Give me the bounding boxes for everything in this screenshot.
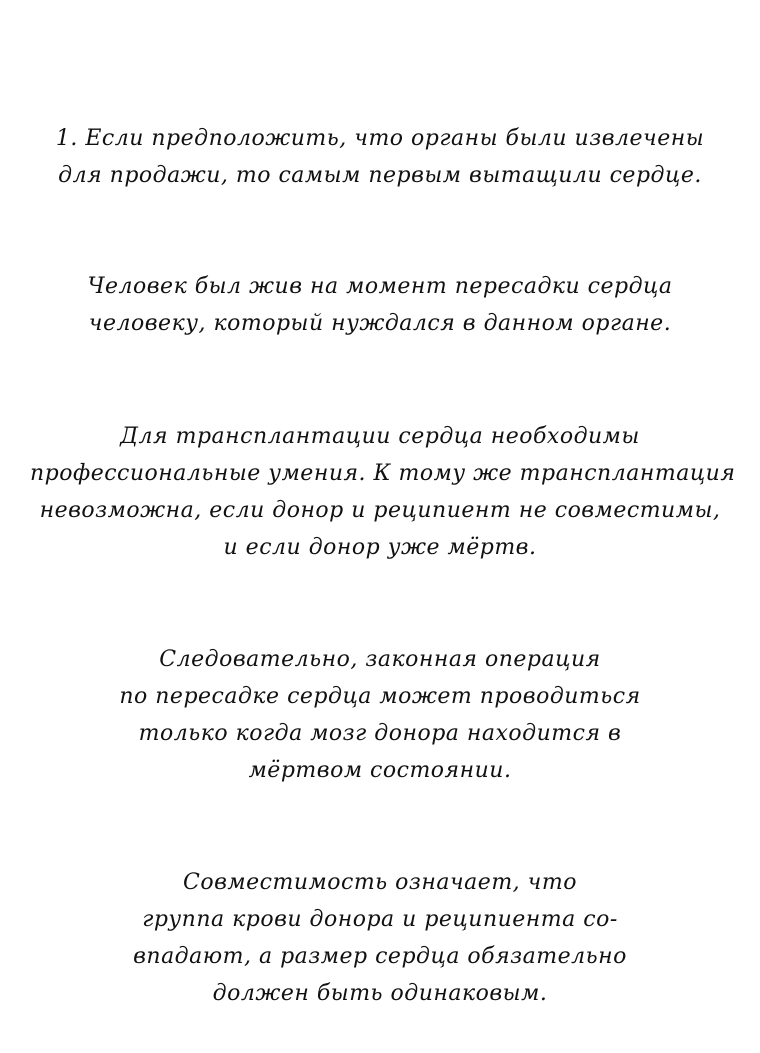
text-line: Для трансплантации сердца необходимы xyxy=(120,424,640,449)
text-line: мёртвом состоянии. xyxy=(248,758,512,783)
paragraph-transplant-skills xyxy=(30,418,736,566)
text-line: группа крови донора и реципиента со- xyxy=(142,907,618,932)
text-line: 1. Если предположить, что органы были извлечены xyxy=(55,126,705,151)
text-line: профессиональные умения. К тому же трансплантация xyxy=(30,461,736,486)
text-line: только когда мозг донора находится в xyxy=(138,721,622,746)
paragraph-compatibility xyxy=(30,864,730,1012)
text-line: Следовательно, законная операция xyxy=(159,647,601,672)
text-line: человеку, который нуждался в данном органе. xyxy=(88,311,672,336)
text-line: для продажи, то самым первым вытащили сердце. xyxy=(58,163,702,188)
paragraph-legal-operation xyxy=(30,641,730,789)
paragraph-person-alive xyxy=(30,268,730,342)
text-line: невозможна, если донор и реципиент не совместимы, xyxy=(39,498,721,523)
text-line: по пересадке сердца может проводиться xyxy=(119,684,641,709)
text-line: впадают, а размер сердца обязательно xyxy=(133,944,627,969)
text-line: Совместимость означает, что xyxy=(183,870,577,895)
text-line: и если донор уже мёртв. xyxy=(223,535,537,560)
text-line: Человек был жив на момент пересадки сердца xyxy=(87,274,673,299)
text-line: должен быть одинаковым. xyxy=(212,981,548,1006)
paragraph-organ-removal xyxy=(30,120,730,194)
